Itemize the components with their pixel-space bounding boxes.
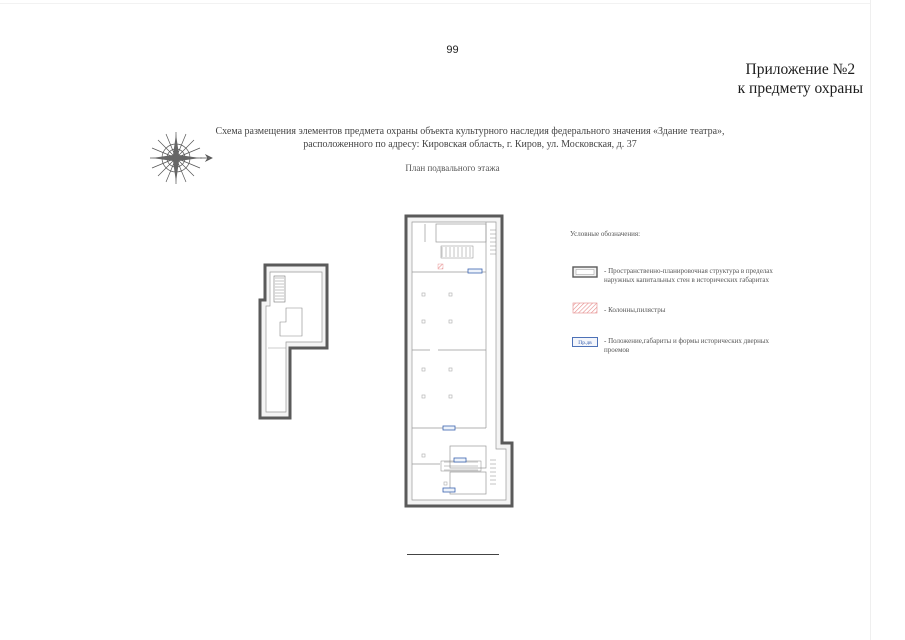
appendix-line-2: к предмету охраны xyxy=(737,80,863,97)
main-building-plan xyxy=(406,216,512,506)
legend-door-swatch xyxy=(572,337,598,347)
scheme-title-line-2: расположенного по адресу: Кировская область, г. Киров, ул. Московская, д. 37 xyxy=(303,139,637,150)
scan-edge-top xyxy=(0,3,870,4)
scheme-title-line-1: Схема размещения элементов предмета охраны объекта культурного наследия федерального значения «Здание театра», xyxy=(215,126,725,137)
legend-door-swatch-label: Пр.дв xyxy=(578,340,592,346)
page-number: 99 xyxy=(446,44,459,56)
legend-columns-swatch xyxy=(572,302,598,314)
appendix-line-1: Приложение №2 xyxy=(745,61,856,78)
scheme-title xyxy=(150,125,790,151)
legend-item-doors: - Положение,габариты и формы исторических дверных проемов xyxy=(604,337,770,354)
scan-edge-right xyxy=(870,0,871,640)
left-wing-plan xyxy=(260,265,327,418)
legend-item-structure: - Пространственно-планировочная структура в пределах наружных капитальных стен в исторических габаритах xyxy=(604,267,773,284)
appendix-heading xyxy=(738,60,863,98)
plan-title: План подвального этажа xyxy=(405,163,500,173)
basement-floor-plan xyxy=(250,210,525,510)
legend-item-columns: - Колонны,пилястры xyxy=(604,306,666,314)
signature-line xyxy=(407,554,499,555)
legend-title: Условные обозначения: xyxy=(570,230,641,238)
legend-structure-swatch xyxy=(572,266,598,278)
